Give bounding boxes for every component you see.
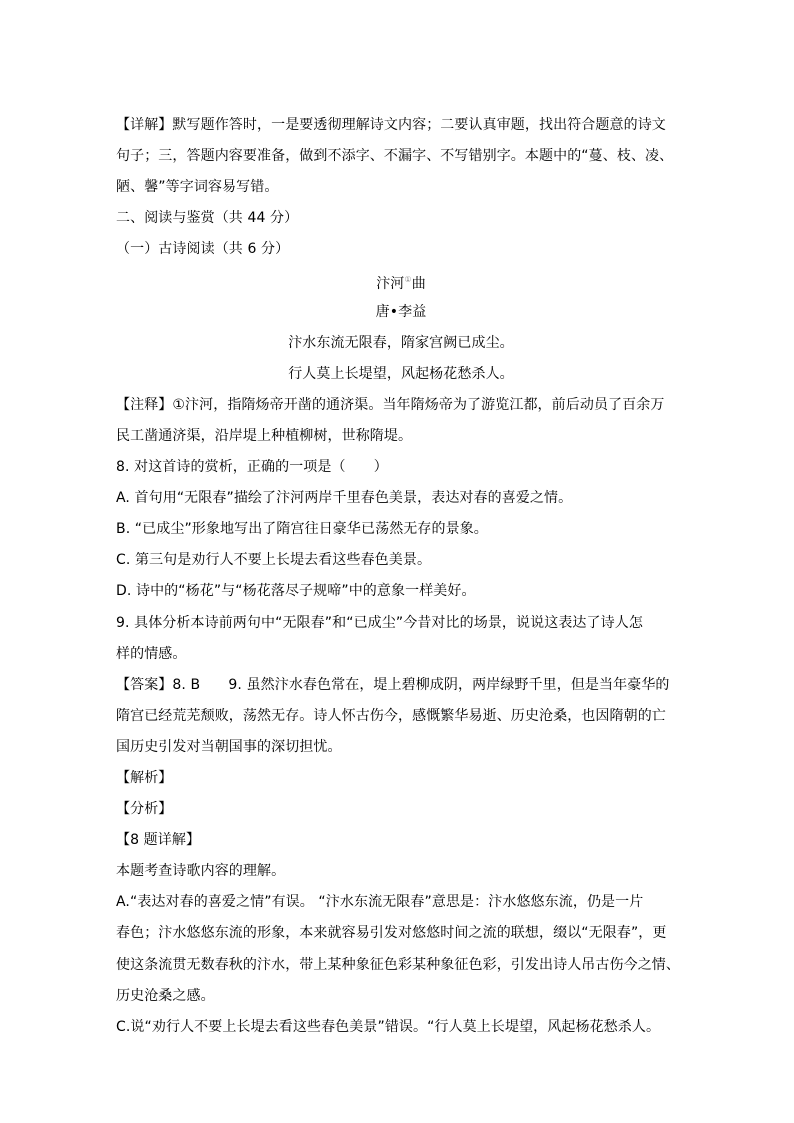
section-heading: 二、阅读与鉴赏（共 44 分）: [116, 210, 299, 227]
question-9: 9. 具体分析本诗前两句中“无限春”和“已成尘”今昔对比的场景，说说这表达了诗人怎: [116, 614, 643, 631]
text-line: 民工凿通济渠，沿岸堤上种植柳树，世称隋堤。: [116, 427, 413, 444]
analysis-heading: 【解析】: [116, 769, 173, 786]
text-line: 陋、馨”等字词容易写错。: [116, 179, 279, 196]
question-8: 8. 对这首诗的赏析，正确的一项是（ ）: [116, 459, 388, 476]
poem-title-text: 汴河: [376, 276, 405, 293]
option-b: B. “已成尘”形象地写出了隋宫往日豪华已荡然无存的景象。: [116, 521, 488, 538]
subsection-heading: （一）古诗阅读（共 6 分）: [116, 241, 290, 258]
option-c: C. 第三句是劝行人不要上长堤去看这些春色美景。: [116, 552, 432, 569]
option-d: D. 诗中的“杨花”与“杨花落尽子规啼”中的意象一样美好。: [116, 583, 476, 600]
text-line: 句子；三，答题内容要准备，做到不添字、不漏字、不写错别字。本题中的“蔓、枝、凌、: [116, 148, 674, 165]
option-a: A. 首句用“无限春”描绘了汴河两岸千里春色美景，表达对春的喜爱之情。: [116, 490, 573, 507]
text-line: 样的情感。: [116, 645, 187, 662]
text-line: 隋宫已经荒芜颓败，荡然无存。诗人怀古伤今，感慨繁华易逝、历史沧桑，也因隋朝的亡: [116, 707, 666, 724]
answer: 【答案】8. B 9. 虽然汴水春色常在，堤上碧柳成阴，两岸绿野千里，但是当年豪华的: [116, 676, 670, 693]
text-line: 【注释】①汴河，指隋炀帝开凿的通济渠。当年隋炀帝为了游览江都，前后动员了百余万: [116, 396, 665, 413]
text-line: 使这条流贯无数春秋的汴水，带上某种象征色彩某种象征色彩，引发出诗人吊古伤今之情、: [116, 956, 680, 973]
poem-verse: 汴水东流无限春，隋家宫阙已成尘。: [288, 334, 514, 351]
q8-detail-heading: 【8 题详解】: [116, 832, 201, 849]
text-line: 历史沧桑之感。: [116, 987, 215, 1004]
text-line: A.“表达对春的喜爱之情”有误。 “汴水东流无限春”意思是：汴水悠悠东流，仍是一片: [116, 894, 644, 911]
poem-title: [116, 269, 686, 300]
poem-verse: 行人莫上长堤望，风起杨花愁杀人。: [288, 365, 514, 382]
poem-title-end: 曲: [411, 276, 426, 293]
text-line: 国历史引发对当朝国事的深切担忧。: [116, 738, 342, 755]
analysis-subheading: 【分析】: [116, 801, 173, 818]
text-line: 本题考查诗歌内容的理解。: [116, 863, 286, 880]
text-line: 【详解】默写题作答时，一是要透彻理解诗文内容；二要认真审题，找出符合题意的诗文: [116, 117, 666, 133]
text-line: C.说“劝行人不要上长堤去看这些春色美景”错误。“行人莫上长堤望，风起杨花愁杀人。: [116, 1018, 661, 1035]
poem-author: 唐•李益: [375, 303, 427, 320]
text-line: 春色；汴水悠悠东流的形象，本来就容易引发对悠悠时间之流的联想，缀以“无限春”，更: [116, 925, 667, 942]
document-page: [116, 114, 686, 1047]
footnote-marker: ①: [404, 275, 412, 285]
